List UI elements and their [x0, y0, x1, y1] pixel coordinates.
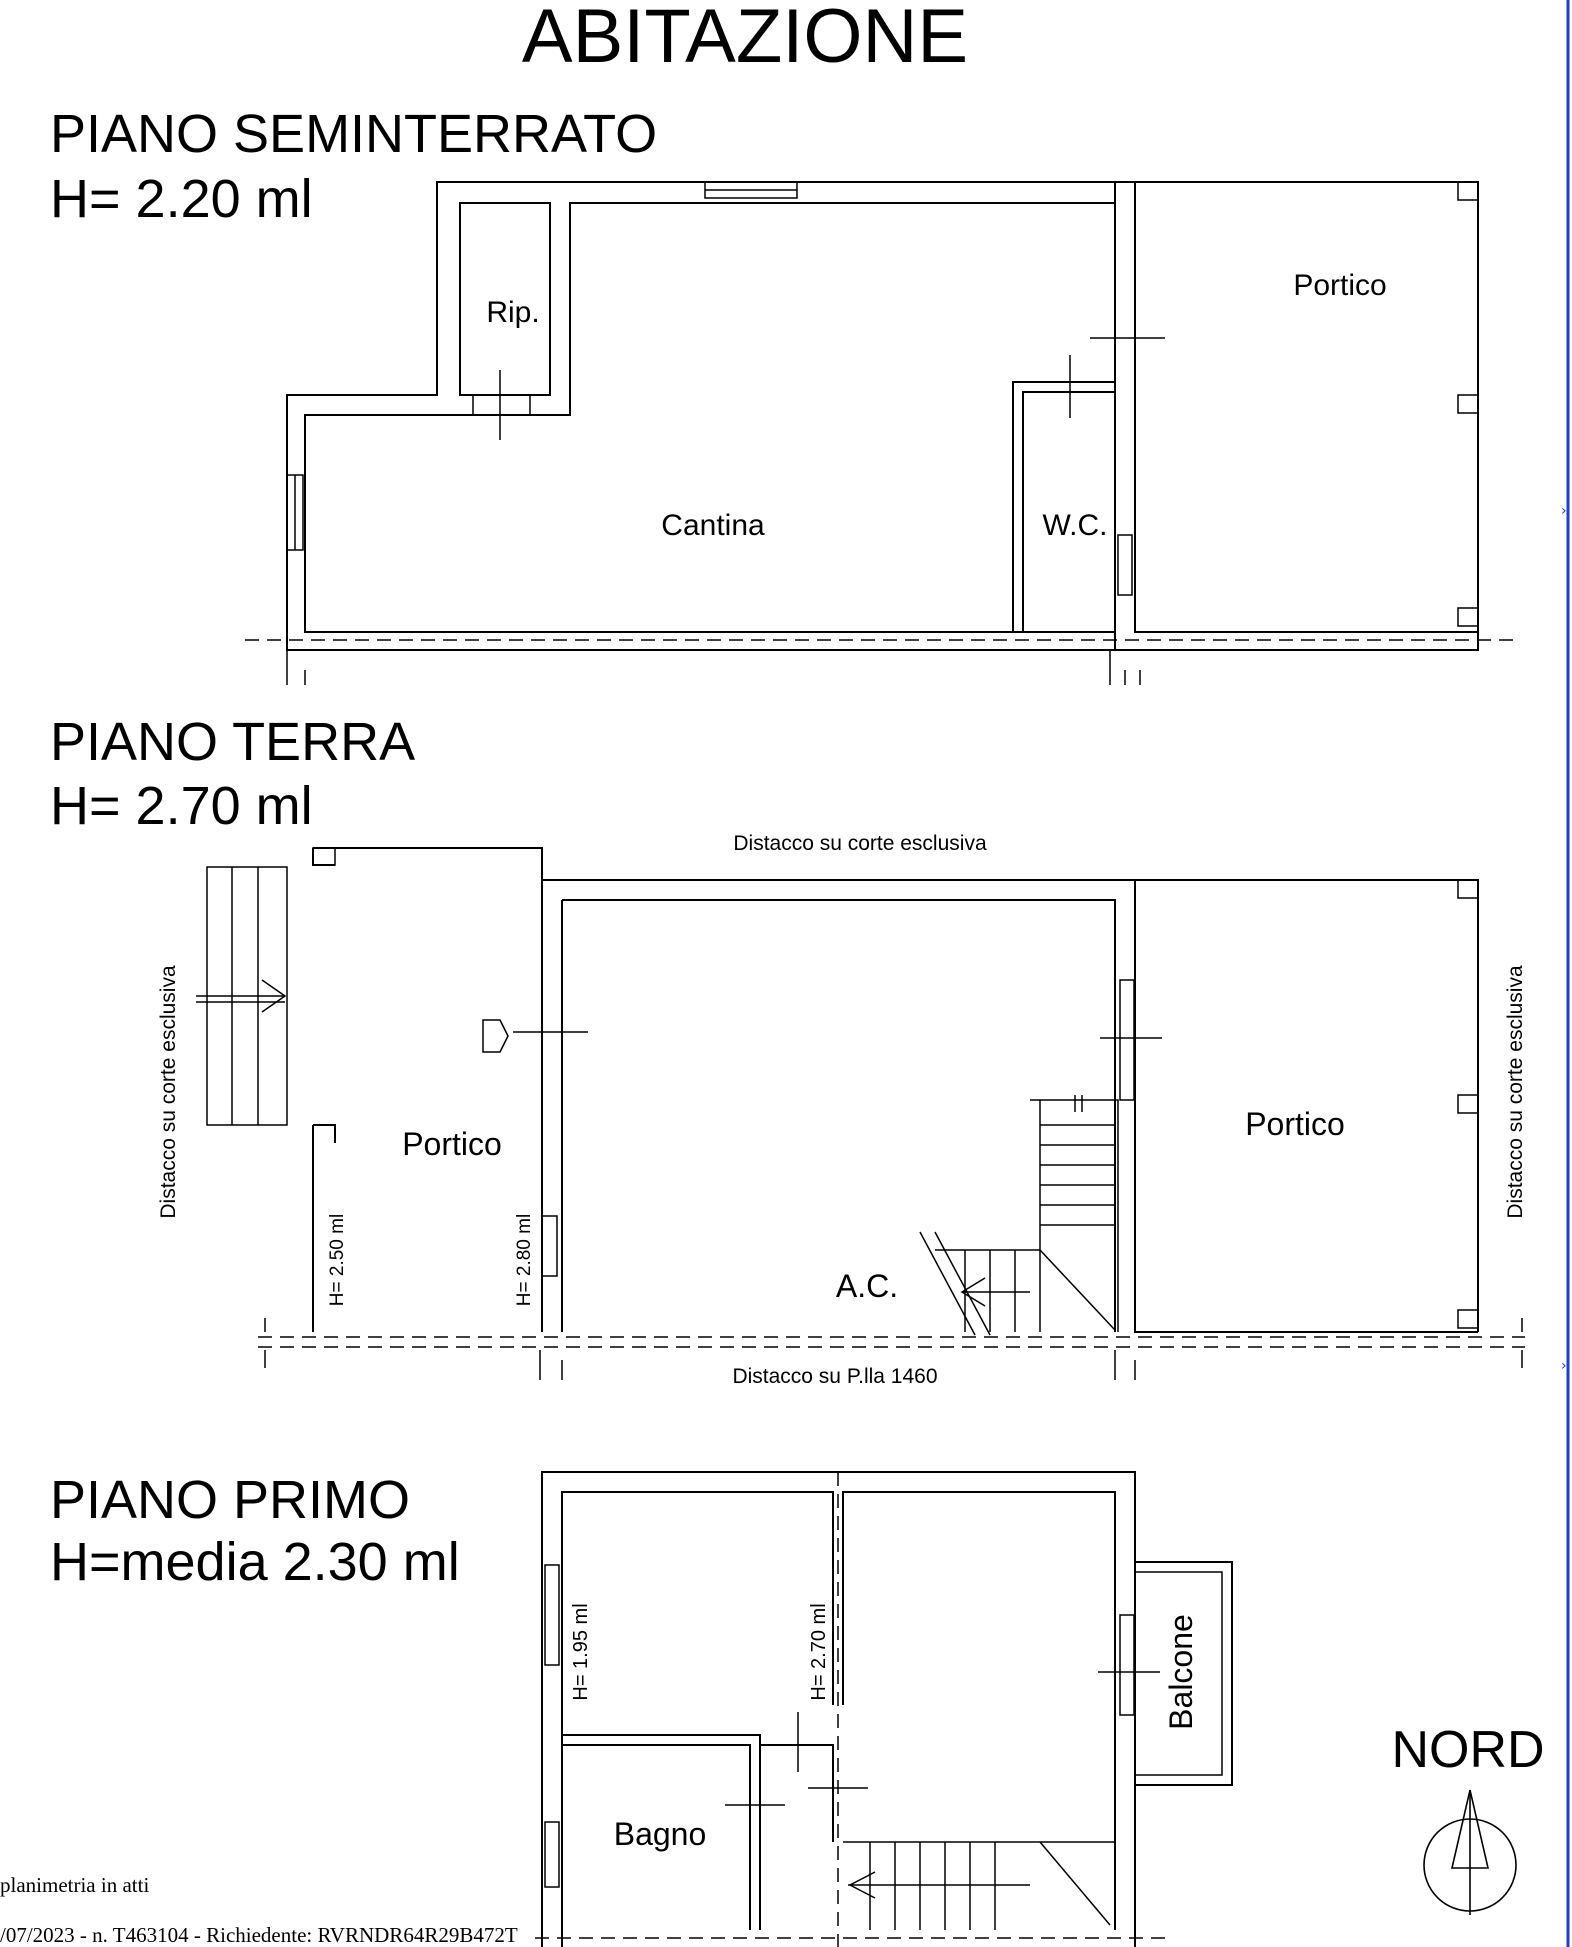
- first-floor-name: PIANO PRIMO: [50, 1470, 411, 1530]
- first-room-balcony: Balcone: [1163, 1614, 1199, 1730]
- first-room-bath: Bagno: [613, 1816, 707, 1852]
- ground-dim-right: H= 2.80 ml: [514, 1213, 535, 1307]
- basement-room-storage: Rip.: [486, 296, 540, 329]
- footer-line-1: planimetria in atti: [0, 1873, 150, 1897]
- drawing-title: ABITAZIONE: [521, 0, 969, 79]
- basement-room-cellar: Cantina: [661, 509, 765, 542]
- ground-note-top: Distacco su corte esclusiva: [733, 832, 987, 855]
- footer-line-2: /07/2023 - n. T463104 - Richiedente: RVRNDR64R29B472T: [0, 1923, 518, 1947]
- ground-room-ac: A.C.: [835, 1268, 899, 1304]
- first-dim-left: H= 1.95 ml: [570, 1603, 592, 1701]
- ground-room-porch-left: Portico: [402, 1126, 502, 1162]
- ground-note-right: Distacco su corte esclusiva: [1504, 965, 1527, 1219]
- north-arrow-icon: [1424, 1790, 1516, 1915]
- ground-note-left: Distacco su corte esclusiva: [157, 965, 180, 1219]
- basement-room-porch: Portico: [1293, 269, 1387, 302]
- ground-room-porch-right: Portico: [1245, 1106, 1345, 1142]
- svg-text:›: ›: [1561, 1358, 1567, 1374]
- first-dim-right: H= 2.70 ml: [808, 1603, 830, 1701]
- basement-inner-wall: [305, 203, 1115, 632]
- basement-room-wc: W.C.: [1042, 509, 1108, 542]
- north-label: NORD: [1391, 1721, 1545, 1779]
- ground-dim-left: H= 2.50 ml: [327, 1213, 348, 1307]
- ground-floor-name: PIANO TERRA: [50, 712, 416, 772]
- first-plan: [535, 1472, 1232, 1947]
- basement-floor-height: H= 2.20 ml: [50, 169, 313, 229]
- ground-floor-height: H= 2.70 ml: [50, 776, 313, 836]
- svg-text:›: ›: [1561, 503, 1567, 519]
- basement-plan: [245, 182, 1515, 685]
- basement-floor-name: PIANO SEMINTERRATO: [50, 104, 658, 164]
- first-floor-height: H=media 2.30 ml: [50, 1532, 460, 1592]
- ground-internal-stair-treads: [920, 1095, 1115, 1335]
- ground-note-bottom: Distacco su P.lla 1460: [732, 1365, 938, 1388]
